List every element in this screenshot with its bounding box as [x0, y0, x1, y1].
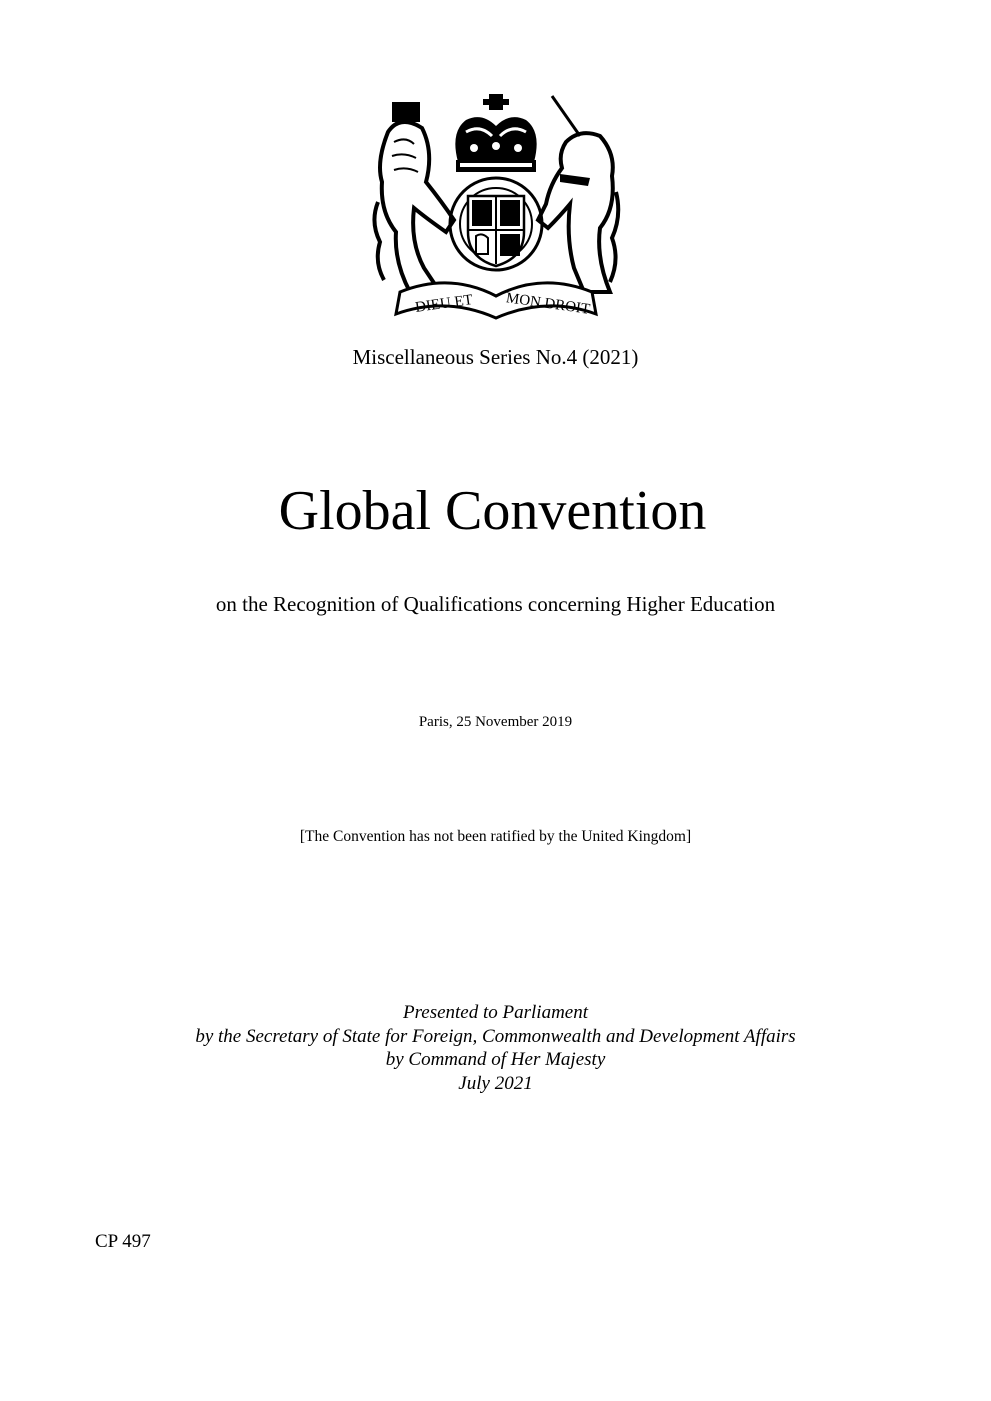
- presentation-date: July 2021: [458, 1072, 533, 1094]
- royal-coat-of-arms-icon: [370, 92, 622, 320]
- motto-scroll-icon: [396, 283, 596, 318]
- place-and-date: Paris, 25 November 2019: [418, 714, 573, 730]
- lion-supporter-icon: [374, 102, 454, 292]
- presentation-line: by the Secretary of State for Foreign, Commonwealth and Development Affairs: [195, 1025, 796, 1047]
- shield-icon: [450, 178, 542, 270]
- svg-text:MON DROIT: MON DROIT: [505, 290, 591, 318]
- series-label: Miscellaneous Series No.4 (2021): [352, 345, 639, 369]
- command-paper-number: CP 497: [95, 1231, 151, 1252]
- unicorn-supporter-icon: [538, 96, 618, 292]
- presentation-line: Presented to Parliament: [402, 1002, 589, 1023]
- ratification-note: [The Convention has not been ratified by the United Kingdom]: [299, 828, 692, 845]
- presentation-line: by Command of Her Majesty: [385, 1049, 606, 1070]
- crown-icon: [455, 94, 536, 172]
- document-title: Global Convention: [278, 480, 707, 542]
- document-subtitle: on the Recognition of Qualifications concerning Higher Education: [215, 592, 776, 616]
- presentation-statement: [0, 1001, 991, 1095]
- svg-text:DIEU ET: DIEU ET: [414, 292, 474, 316]
